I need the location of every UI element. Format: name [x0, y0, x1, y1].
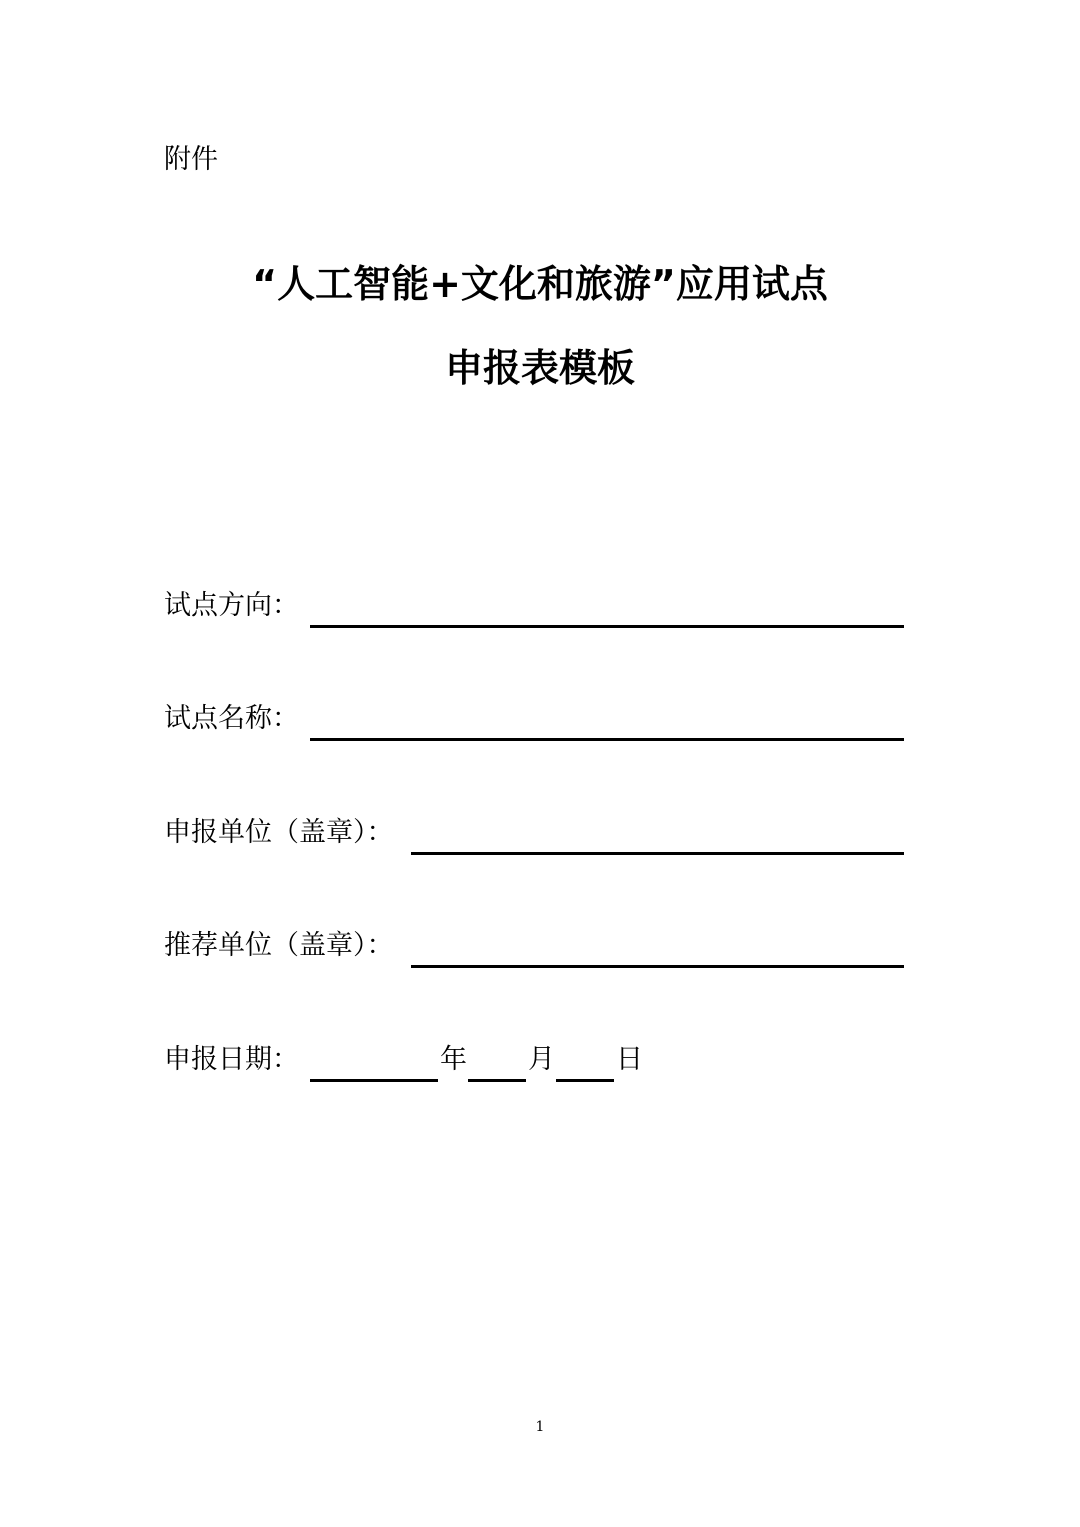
month-label: 月 [528, 1044, 555, 1075]
day-blank [556, 1079, 614, 1082]
field-application-date [164, 1038, 664, 1082]
field-applicant-unit [164, 811, 904, 855]
document-title-line-2: 申报表模板 [444, 346, 635, 390]
fill-in-blank [310, 625, 904, 628]
field-pilot-direction [164, 584, 904, 628]
fill-in-blank [411, 852, 904, 855]
field-label: 推荐单位（盖章）： [164, 930, 394, 961]
date-label: 申报日期： [164, 1044, 299, 1075]
fill-in-blank [411, 965, 904, 968]
page-number: 1 [535, 1419, 545, 1435]
field-pilot-name [164, 697, 904, 741]
month-blank [468, 1079, 526, 1082]
field-recommending-unit [164, 924, 904, 968]
field-label: 试点方向： [164, 590, 299, 621]
field-label: 试点名称： [164, 703, 299, 734]
year-blank [310, 1079, 438, 1082]
document-title-line-1: “人工智能+文化和旅游”应用试点 [252, 262, 828, 306]
attachment-label: 附件 [164, 144, 218, 175]
day-label: 日 [616, 1044, 643, 1075]
fill-in-blank [310, 738, 904, 741]
year-label: 年 [440, 1044, 467, 1075]
field-label: 申报单位（盖章）： [164, 817, 394, 848]
